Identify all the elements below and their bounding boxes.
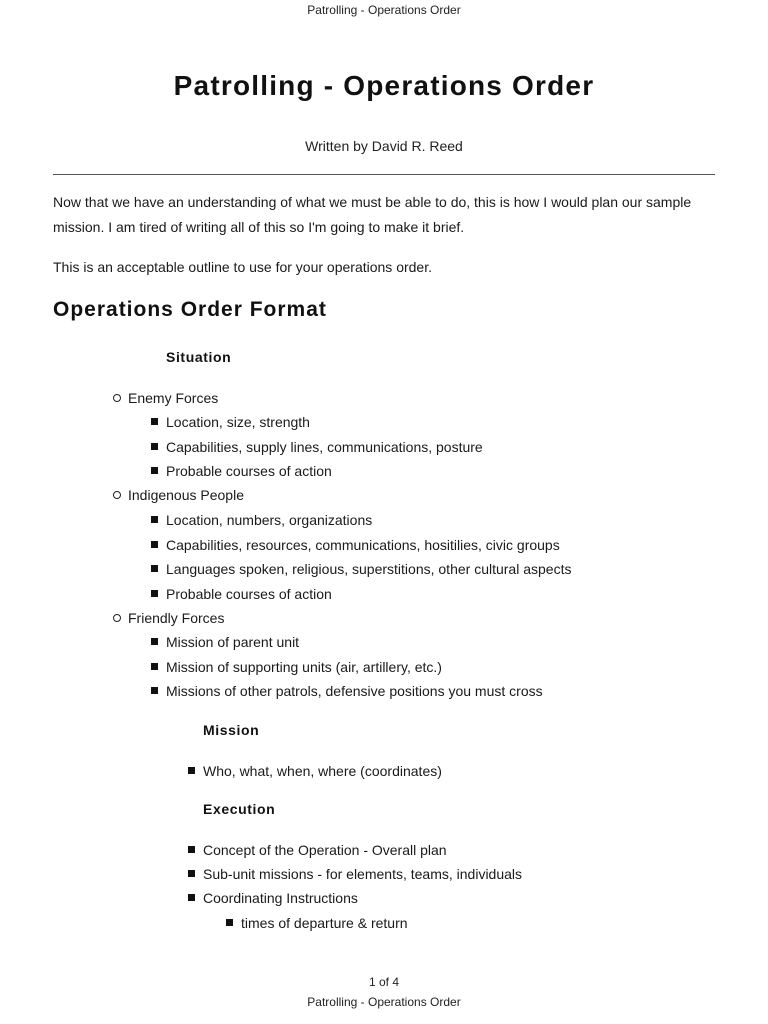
list-item-label: Sub-unit missions - for elements, teams, individuals [203, 866, 523, 882]
list-item [203, 864, 522, 884]
square-bullet-icon [151, 638, 158, 645]
list-item-label: Mission of supporting units (air, artillery, etc.) [166, 659, 442, 675]
list-item [166, 632, 299, 652]
list-item-label: Mission of parent unit [166, 634, 300, 650]
square-bullet-icon [151, 418, 158, 425]
list-item-label: Capabilities, supply lines, communications, posture [166, 439, 483, 455]
list-item-label: Languages spoken, religious, superstitions, other cultural aspects [166, 561, 572, 577]
list-item-label: Location, numbers, organizations [166, 512, 373, 528]
list-item-label: Probable courses of action [166, 463, 332, 479]
list-item-label: Probable courses of action [166, 586, 332, 602]
list-item [166, 437, 483, 457]
page-title: Patrolling - Operations Order [173, 70, 595, 101]
list-item [166, 535, 560, 555]
intro-paragraph-2: This is an acceptable outline to use for your operations order. [53, 259, 432, 275]
list-item-label: Coordinating Instructions [203, 890, 358, 906]
list-item-label: Enemy Forces [128, 390, 219, 406]
section-heading: Operations Order Format [53, 298, 327, 321]
square-bullet-icon [151, 443, 158, 450]
list-item [128, 608, 224, 628]
list-item [166, 412, 310, 432]
page-number: 1 of 4 [368, 975, 400, 989]
hollow-circle-bullet-icon [113, 614, 121, 622]
square-bullet-icon [151, 663, 158, 670]
square-bullet-icon [151, 565, 158, 572]
list-item-label: Location, size, strength [166, 414, 310, 430]
intro-paragraph-1: Now that we have an understanding of what we must be able to do, this is how I would plan our sample mission. I am tired of writing all of this so I'm going to make it brief. [53, 194, 692, 235]
list-item [241, 913, 408, 933]
square-bullet-icon [226, 919, 233, 926]
list-item [128, 485, 244, 505]
running-header: Patrolling - Operations Order [307, 3, 461, 17]
horizontal-divider [53, 174, 715, 175]
list-item [166, 461, 332, 481]
list-item [166, 681, 543, 701]
hollow-circle-bullet-icon [113, 394, 121, 402]
list-item [203, 761, 442, 781]
running-footer: Patrolling - Operations Order [307, 995, 461, 1009]
list-item [166, 510, 372, 530]
square-bullet-icon [151, 467, 158, 474]
hollow-circle-bullet-icon [113, 491, 121, 499]
byline: Written by David R. Reed [305, 138, 463, 154]
square-bullet-icon [188, 894, 195, 901]
square-bullet-icon [188, 846, 195, 853]
list-item-label: Concept of the Operation - Overall plan [203, 842, 447, 858]
list-item [166, 584, 332, 604]
list-item [203, 888, 358, 908]
list-item [128, 388, 218, 408]
list-item [166, 559, 571, 579]
list-item [203, 840, 447, 860]
list-item-label: Friendly Forces [128, 610, 225, 626]
square-bullet-icon [151, 687, 158, 694]
list-item-label: Missions of other patrols, defensive positions you must cross [166, 683, 543, 699]
list-item-label: Who, what, when, where (coordinates) [203, 763, 442, 779]
square-bullet-icon [151, 590, 158, 597]
list-item-label: times of departure & return [241, 915, 408, 931]
situation-heading: Situation [166, 349, 232, 365]
list-item [166, 657, 442, 677]
square-bullet-icon [188, 870, 195, 877]
list-item-label: Capabilities, resources, communications, hositilies, civic groups [166, 537, 560, 553]
square-bullet-icon [151, 516, 158, 523]
list-item-label: Indigenous People [128, 487, 244, 503]
mission-heading: Mission [203, 722, 260, 738]
execution-heading: Execution [203, 801, 276, 817]
square-bullet-icon [188, 767, 195, 774]
square-bullet-icon [151, 541, 158, 548]
